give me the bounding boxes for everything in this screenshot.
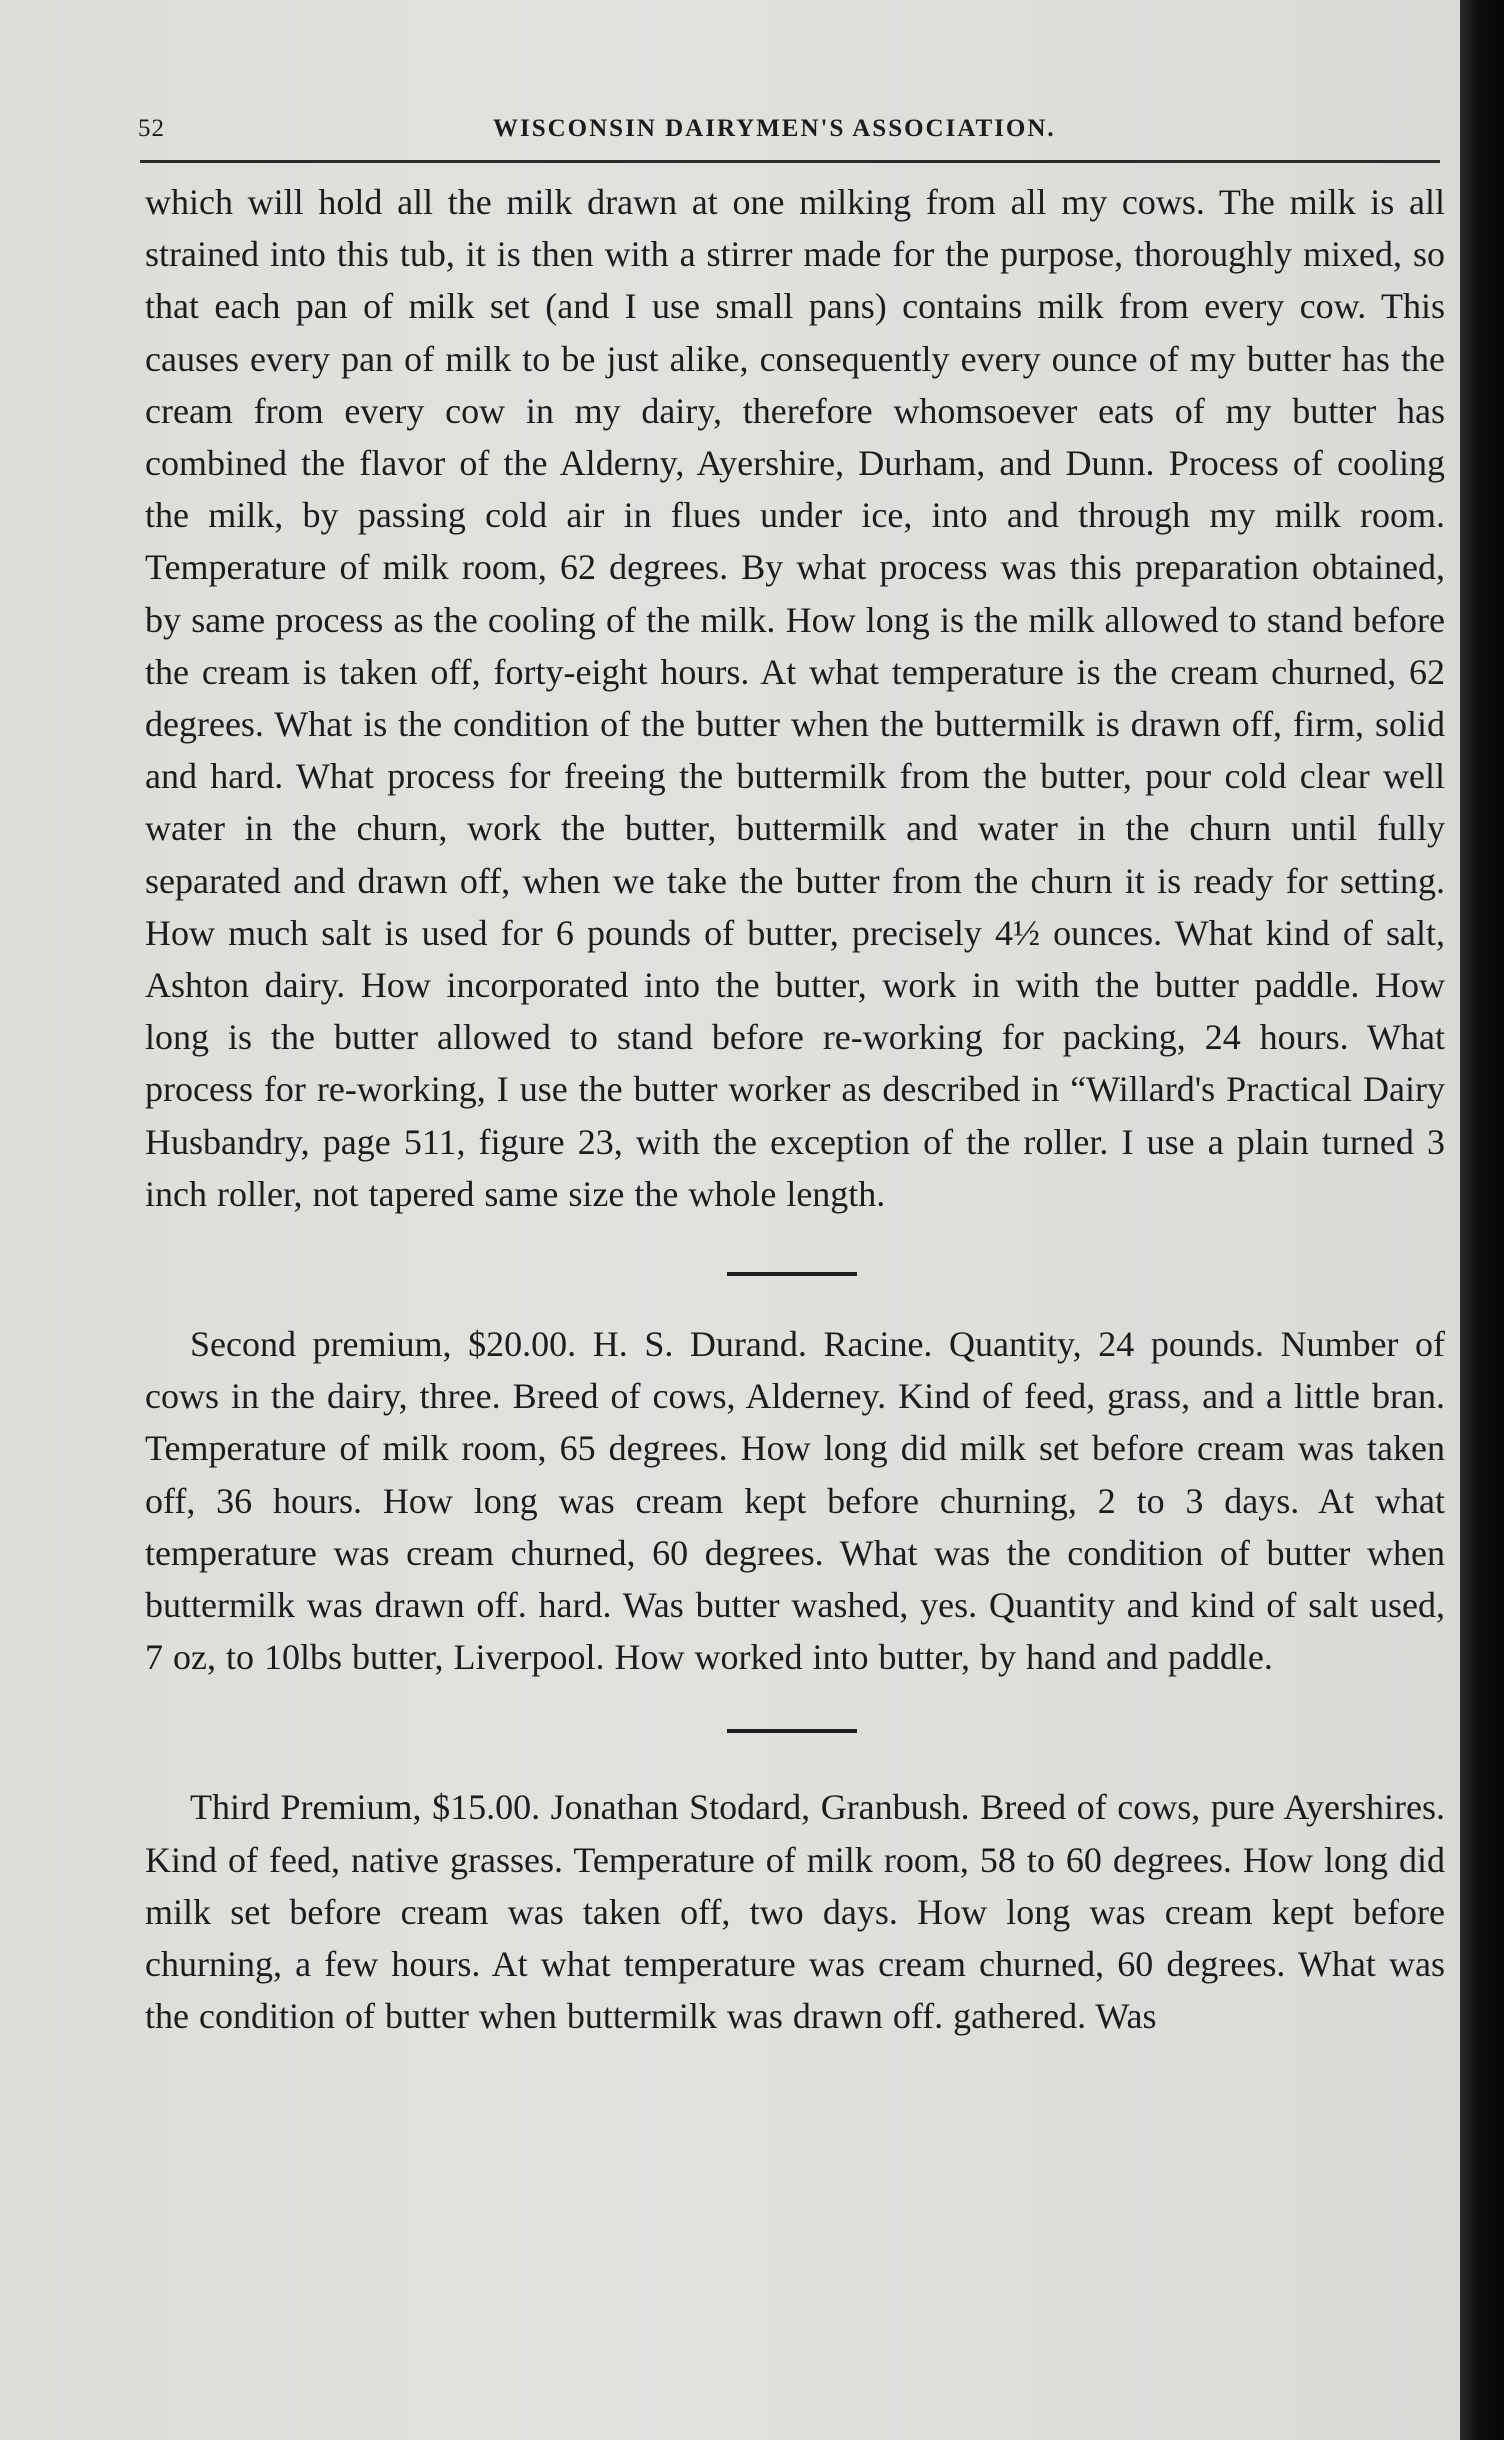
divider-rule <box>727 1272 857 1276</box>
body-text <box>145 176 1445 2043</box>
page-header <box>138 115 1438 155</box>
page-number: 52 <box>138 115 165 142</box>
page-edge-shadow <box>1460 0 1504 2440</box>
section-divider <box>145 1683 1445 1781</box>
header-rule <box>140 160 1440 163</box>
paragraph-first-premium-continued: which will hold all the milk drawn at one milking from all my cows. The milk is all strained into this tub, it is then with a stirrer made for the purpose, thoroughly mixed, so that each pan of milk set (and I use small pans) contains milk from every cow. This causes every pan of milk to be just alike, consequently every ounce of my butter has the cream from every cow in my dairy, therefore whomsoever eats of my butter has combined the flavor of the Alderny, Ayershire, Durham, and Dunn. Process of cooling the milk, by passing cold air in flues under ice, into and through my milk room. Temperature of milk room, 62 degrees. By what process was this preparation obtained, by same process as the cooling of the milk. How long is the milk allowed to stand before the cream is taken off, forty-eight hours. At what temperature is the cream churned, 62 degrees. What is the condition of the butter when the buttermilk is drawn off, firm, solid and hard. What process for freeing the buttermilk from the butter, pour cold clear well water in the churn, work the butter, buttermilk and water in the churn until fully separated and drawn off, when we take the butter from the churn it is ready for setting. How much salt is used for 6 pounds of butter, precisely 4½ ounces. What kind of salt, Ashton dairy. How incorporated into the butter, work in with the butter paddle. How long is the butter allowed to stand before re-working for packing, 24 hours. What process for re-working, I use the butter worker as described in “Willard's Practical Dairy Husbandry, page 511, figure 23, with the exception of the roller. I use a plain turned 3 inch roller, not tapered same size the whole length. <box>145 182 1445 1214</box>
paragraph-third-premium: Third Premium, $15.00. Jonathan Stodard, Granbush. Breed of cows, pure Ayershires. Kind of feed, native grasses. Temperature of milk room, 58 to 60 degrees. How long did milk set before cream was taken off, two days. How long was cream kept before churning, a few hours. At what temperature was cream churned, 60 degrees. What was the condition of butter when buttermilk was drawn off. gathered. Was <box>145 1787 1445 2037</box>
divider-rule <box>727 1729 857 1733</box>
paragraph-second-premium: Second premium, $20.00. H. S. Durand. Racine. Quantity, 24 pounds. Number of cows in the dairy, three. Breed of cows, Alderney. Kind of feed, grass, and a little bran. Temperature of milk room, 65 degrees. How long did milk set before cream was taken off, 36 hours. How long was cream kept before churning, 2 to 3 days. At what temperature was cream churned, 60 degrees. What was the condition of butter when buttermilk was drawn off. hard. Was butter washed, yes. Quantity and kind of salt used, 7 oz, to 10lbs butter, Liverpool. How worked into butter, by hand and paddle. <box>145 1324 1445 1678</box>
running-head: WISCONSIN DAIRYMEN'S ASSOCIATION. <box>493 115 1056 142</box>
section-divider <box>145 1220 1445 1318</box>
